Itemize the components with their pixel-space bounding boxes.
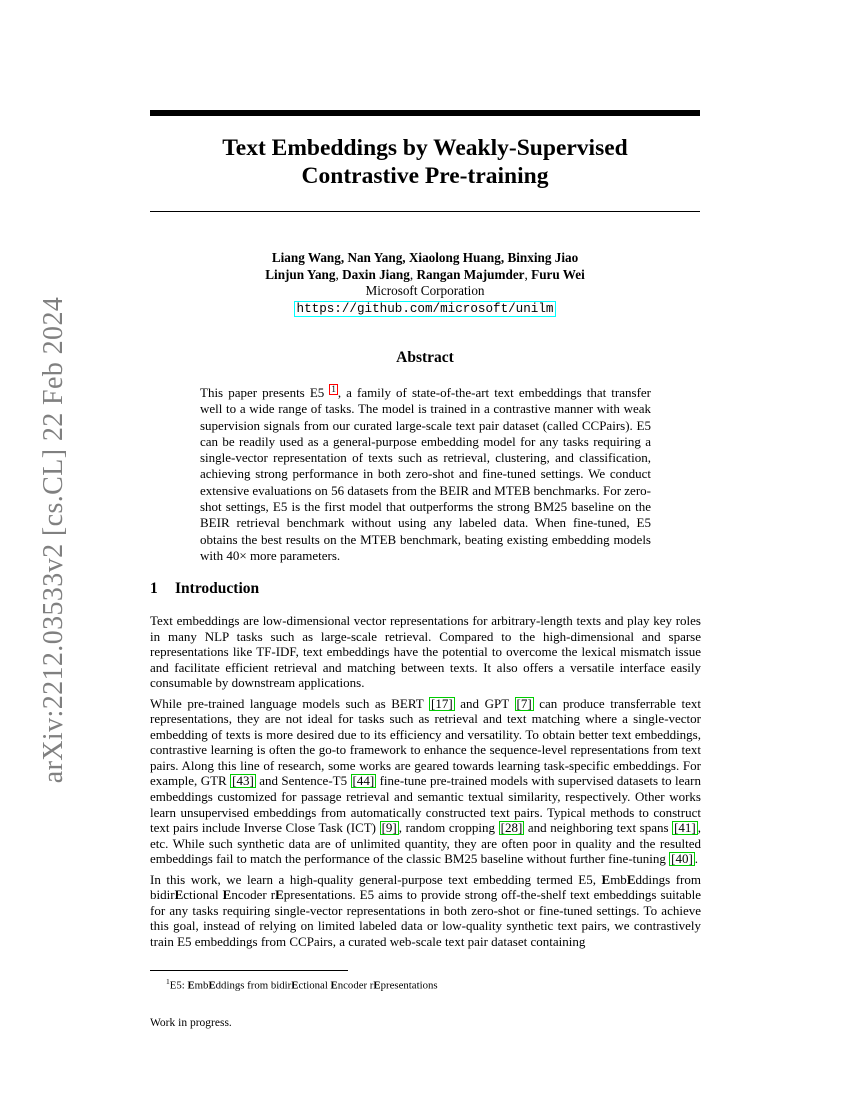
citation-link[interactable]: [44] — [352, 773, 375, 789]
footnote: $^1$E5: EmbEddings from bidirEctional Encoder rEpresentations — [166, 977, 438, 992]
paragraph-1: Text embeddings are low-dimensional vector representations for arbitrary-length texts and play key roles in many NLP tasks such as large-scale retrieval. Compared to the high-dimensional and sparse representations like TF-IDF, text embeddings have the potential to overcome the lexical mismatch issue and facilitate efficient retrieval and matching between texts. It also offers a versatile interface easily consumable by downstream applications. — [150, 613, 701, 691]
citation-link[interactable]: [17] — [431, 695, 453, 711]
paragraph-3: In this work, we learn a high-quality general-purpose text embedding termed E5, EmbEddings from bidirEctional Encoder rEpresentations. E5 aims to provide strong off-the-shelf text embeddings suitable for any tasks requiring single-vector representations in both zero-shot or fine-tuned settings. To achieve this goal, instead of relying on limited labeled data or low-quality synthetic text pairs, we contrastively train E5 embeddings from CCPairs, a curated web-scale text pair dataset containing — [150, 871, 701, 949]
citation-link[interactable]: [41] — [674, 820, 696, 836]
affiliation: Microsoft Corporation — [365, 283, 485, 298]
author-line-1: Liang Wang, Nan Yang, Xiaolong Huang, Binxing Jiao — [271, 250, 579, 265]
section-title: Introduction — [175, 580, 260, 597]
paragraph-2: While pre-trained language models such as BERT [17] and GPT [7] can produce transferrable text representations, they are not ideal for tasks such as retrieval and text matching where a single-vector embedding of texts is more desired due to its efficiency and versatility. To obtain better text embeddings, contrastive learning is often the go-to framework to enhance the sequence-level representations from text pairs. Along this line of research, some works are geared towards learning task-specific embeddings. For example, GTR [43] and Sentence-T5 [44] fine-tune pre-trained models with supervised datasets to learn embeddings customized for passage retrieval and semantic textual similarity, respectively. Other works learn unsupervised embeddings from automatically constructed text pairs. Typical methods to construct text pairs include Inverse Close Task (ICT) [9] , random cropping [28] and neighboring text spans [41] , etc. While such synthetic data are of unlimited quantity, they are often poor in quality and the resulted embeddings fail to match the performance of the classic BM25 baseline without further fine-tuning [40] . — [150, 695, 702, 867]
author-block — [150, 250, 700, 317]
citation-link[interactable]: [9] — [381, 820, 397, 836]
author-furu-wei: Furu Wei — [531, 266, 585, 282]
introduction-body — [150, 613, 701, 954]
work-in-progress-note: Work in progress. — [150, 1017, 232, 1029]
title-bottom-rule — [150, 211, 700, 212]
citation-link[interactable]: [7] — [516, 695, 532, 711]
github-link[interactable]: https://github.com/microsoft/unilm — [294, 301, 557, 317]
author-rangan-majumder: Rangan Majumder — [416, 266, 525, 282]
section-heading — [150, 580, 259, 598]
footnote-rule — [150, 970, 348, 971]
title-line-2: Contrastive Pre-training — [301, 163, 549, 189]
citation-link[interactable]: [40] — [671, 851, 693, 867]
section-number: 1 — [150, 580, 158, 597]
abstract-text: This paper presents E5 1 , a family of state-of-the-art text embeddings that transfer well to a wide range of tasks. The model is trained in a contrastive manner with weak supervision signals from our curated large-scale text pair dataset (called CCPairs). E5 can be readily used as a general-purpose embedding model for any tasks requiring a single-vector representation of texts such as retrieval, clustering, and classification, achieving strong performance in both zero-shot and fine-tuned settings. We conduct extensive evaluations on 56 datasets from the BEIR and MTEB benchmarks. For zero-shot settings, E5 is the first model that outperforms the strong BM25 baseline on the BEIR retrieval benchmark without using any labeled data. When fine-tuned, E5 obtains the best results on the MTEB benchmark, beating existing embedding models with 40× more parameters. — [200, 384, 651, 563]
arxiv-stamp: arXiv:2212.03533v2 [cs.CL] 22 Feb 2024 — [38, 296, 69, 784]
author-daxin-jiang: Daxin Jiang — [342, 266, 410, 282]
abstract-heading: Abstract — [396, 349, 454, 366]
title-top-rule — [150, 110, 700, 116]
paper-title — [150, 134, 700, 190]
title-line-1: Text Embeddings by Weakly-Supervised — [222, 135, 628, 161]
author-line-2: Linjun Yang, Daxin Jiang, Rangan Majumder, Furu Wei — [265, 266, 585, 282]
author-linjun-yang: Linjun Yang — [265, 266, 336, 282]
citation-link[interactable]: [43] — [232, 773, 254, 789]
footnote-link[interactable]: 1 — [331, 384, 336, 394]
citation-link[interactable]: [28] — [500, 820, 523, 836]
